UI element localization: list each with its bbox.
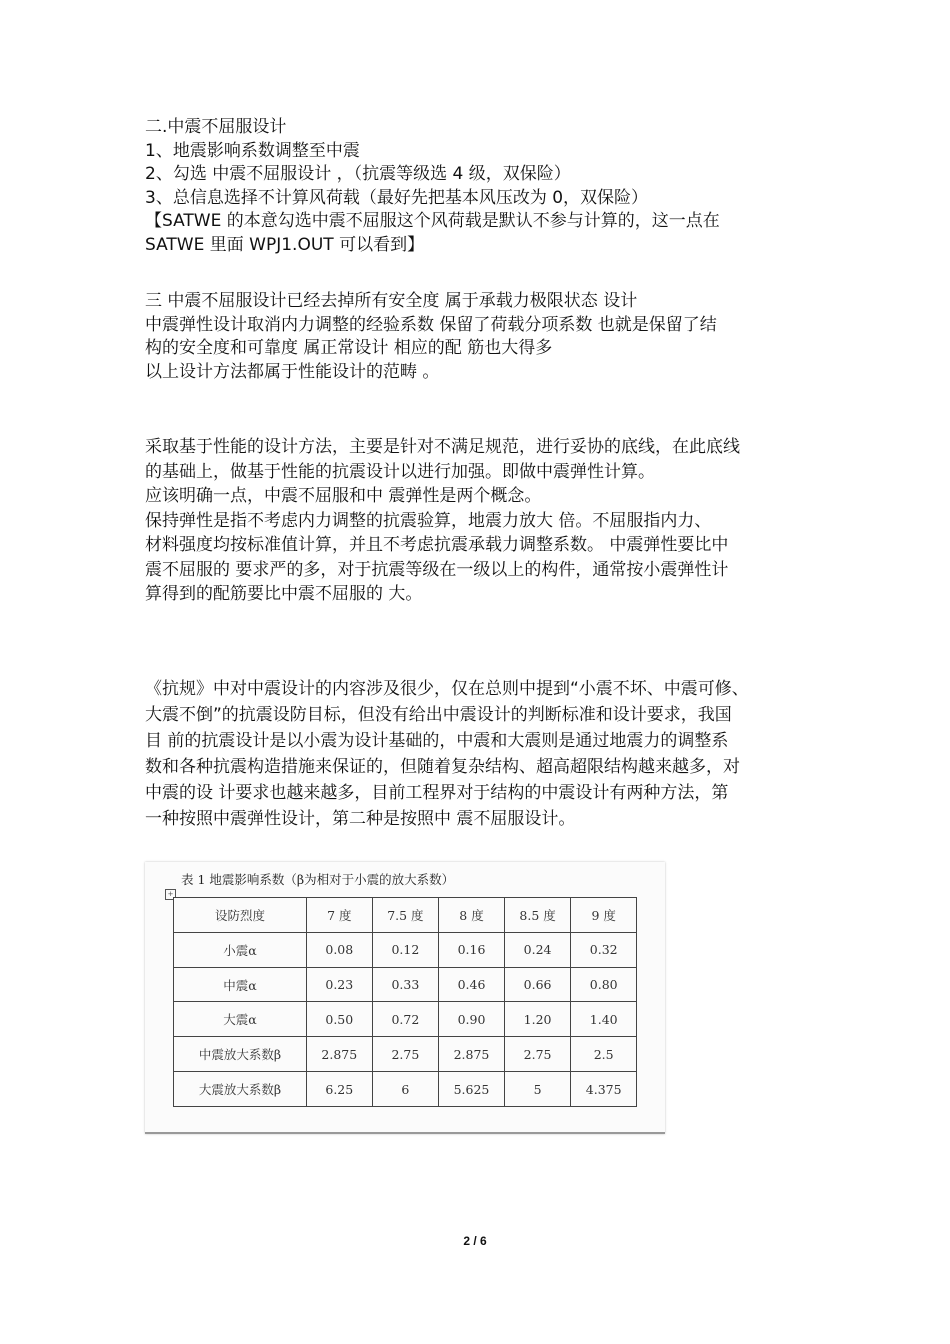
table-cell: 0.24 bbox=[504, 932, 571, 967]
step-1: 1、地震影响系数调整至中震 bbox=[145, 140, 360, 161]
paragraph-line: 采取基于性能的设计方法，主要是针对不满足规范，进行妥协的底线，在此底线 bbox=[145, 437, 740, 457]
table-header-cell: 9 度 bbox=[571, 898, 637, 933]
table-cell: 4.375 bbox=[571, 1072, 637, 1107]
table-cell: 0.80 bbox=[571, 967, 637, 1002]
table-cell: 0.46 bbox=[439, 967, 505, 1002]
paragraph-line: 材料强度均按标准值计算，并且不考虑抗震承载力调整系数。 中震弹性要比中 bbox=[145, 535, 729, 555]
paragraph-line: 震不屈服的 要求严的多，对于抗震等级在一级以上的构件，通常按小震弹性计 bbox=[145, 559, 729, 580]
table-header-cell: 7 度 bbox=[307, 898, 373, 933]
paragraph-line: 一种按照中震弹性设计，第二种是按照中 震不屈服设计。 bbox=[145, 809, 576, 829]
table-row bbox=[174, 1072, 637, 1107]
satwe-note-line-2: SATWE 里面 WPJ1.OUT 可以看到】 bbox=[145, 234, 425, 255]
table-cell: 0.23 bbox=[307, 967, 373, 1002]
table-cell: 1.20 bbox=[504, 1002, 571, 1037]
table-cell: 小震α bbox=[174, 932, 307, 967]
section-3-line: 构的安全度和可靠度 属正常设计 相应的配 筋也大得多 bbox=[145, 338, 553, 358]
table-caption: 表 1 地震影响系数（β为相对于小震的放大系数） bbox=[181, 872, 455, 887]
table-header-cell: 8.5 度 bbox=[504, 898, 571, 933]
paragraph-line: 中震的设 计要求也越来越多，目前工程界对于结构的中震设计有两种方法，第 bbox=[145, 783, 729, 803]
paragraph-line: 大震不倒”的抗震设防目标，但没有给出中震设计的判断标准和设计要求，我国 bbox=[145, 705, 732, 725]
section-3-line: 中震弹性设计取消内力调整的经验系数 保留了荷载分项系数 也就是保留了结 bbox=[145, 314, 717, 335]
paragraph-line: 的基础上，做基于性能的抗震设计以进行加强。即做中震弹性计算。 bbox=[145, 461, 655, 482]
table-cell: 6.25 bbox=[307, 1072, 373, 1107]
paragraph-line: 保持弹性是指不考虑内力调整的抗震验算，地震力放大 倍。不屈服指内力、 bbox=[145, 510, 712, 531]
seismic-code-paragraph bbox=[145, 676, 815, 832]
paragraph-line: 《抗规》中对中震设计的内容涉及很少，仅在总则中提到“小震不坏、中震可修、 bbox=[145, 679, 749, 699]
step-2: 2、勾选 中震不屈服设计 ，（抗震等级选 4 级，双保险） bbox=[145, 164, 571, 184]
section-3-line: 三 中震不屈服设计已经去掉所有安全度 属于承载力极限状态 设计 bbox=[145, 291, 638, 311]
table-cell: 2.5 bbox=[571, 1037, 637, 1072]
table-cell: 6 bbox=[372, 1072, 439, 1107]
table-cell: 2.875 bbox=[307, 1037, 373, 1072]
step-3: 3、总信息选择不计算风荷载（最好先把基本风压改为 0，双保险） bbox=[145, 187, 649, 208]
performance-design-paragraph bbox=[145, 435, 815, 607]
table-cell: 大震放大系数β bbox=[174, 1072, 307, 1107]
table-cell: 2.875 bbox=[439, 1037, 505, 1072]
section-2-mid-earthquake-non-yield bbox=[145, 116, 815, 257]
table-cell: 2.75 bbox=[372, 1037, 439, 1072]
section-2-title: 二.中震不屈服设计 bbox=[145, 117, 287, 137]
table-cell: 中震α bbox=[174, 967, 307, 1002]
table-cell: 大震α bbox=[174, 1002, 307, 1037]
table-header-cell: 设防烈度 bbox=[174, 898, 307, 933]
table-cell: 0.08 bbox=[307, 932, 373, 967]
table-row bbox=[174, 967, 637, 1002]
section-3-design-comparison bbox=[145, 290, 815, 384]
section-3-line: 以上设计方法都属于性能设计的范畴 。 bbox=[145, 361, 440, 382]
table-header-row bbox=[174, 898, 637, 933]
table-cell: 2.75 bbox=[504, 1037, 571, 1072]
table-row bbox=[174, 932, 637, 967]
table-cell: 0.12 bbox=[372, 932, 439, 967]
table-cell: 5.625 bbox=[439, 1072, 505, 1107]
table-cell: 0.50 bbox=[307, 1002, 373, 1037]
paragraph-line: 算得到的配筋要比中震不屈服的 大。 bbox=[145, 584, 423, 604]
table-cell: 5 bbox=[504, 1072, 571, 1107]
table-header-cell: 8 度 bbox=[439, 898, 505, 933]
table-cell: 0.66 bbox=[504, 967, 571, 1002]
table-cell: 0.33 bbox=[372, 967, 439, 1002]
table-cell: 0.16 bbox=[439, 932, 505, 967]
paragraph-line: 数和各种抗震构造措施来保证的，但随着复杂结构、超高超限结构越来越多，对 bbox=[145, 757, 740, 777]
table-cell: 1.40 bbox=[571, 1002, 637, 1037]
table-row bbox=[174, 1037, 637, 1072]
seismic-coefficient-table-image bbox=[145, 862, 665, 1134]
table-cell: 0.32 bbox=[571, 932, 637, 967]
paragraph-line: 目 前的抗震设计是以小震为设计基础的，中震和大震则是通过地震力的调整系 bbox=[145, 731, 729, 751]
table-row bbox=[174, 1002, 637, 1037]
seismic-coefficient-table bbox=[173, 897, 637, 1107]
table-cell: 0.72 bbox=[372, 1002, 439, 1037]
table-cell: 0.90 bbox=[439, 1002, 505, 1037]
page-number: 2 / 6 bbox=[463, 1234, 487, 1248]
table-cell: 中震放大系数β bbox=[174, 1037, 307, 1072]
table-header-cell: 7.5 度 bbox=[372, 898, 439, 933]
table-move-handle-icon: + bbox=[165, 889, 176, 900]
satwe-note-line-1: 【SATWE 的本意勾选中震不屈服这个风荷载是默认不参与计算的，这一点在 bbox=[145, 211, 720, 231]
paragraph-line: 应该明确一点，中震不屈服和中 震弹性是两个概念。 bbox=[145, 486, 542, 506]
